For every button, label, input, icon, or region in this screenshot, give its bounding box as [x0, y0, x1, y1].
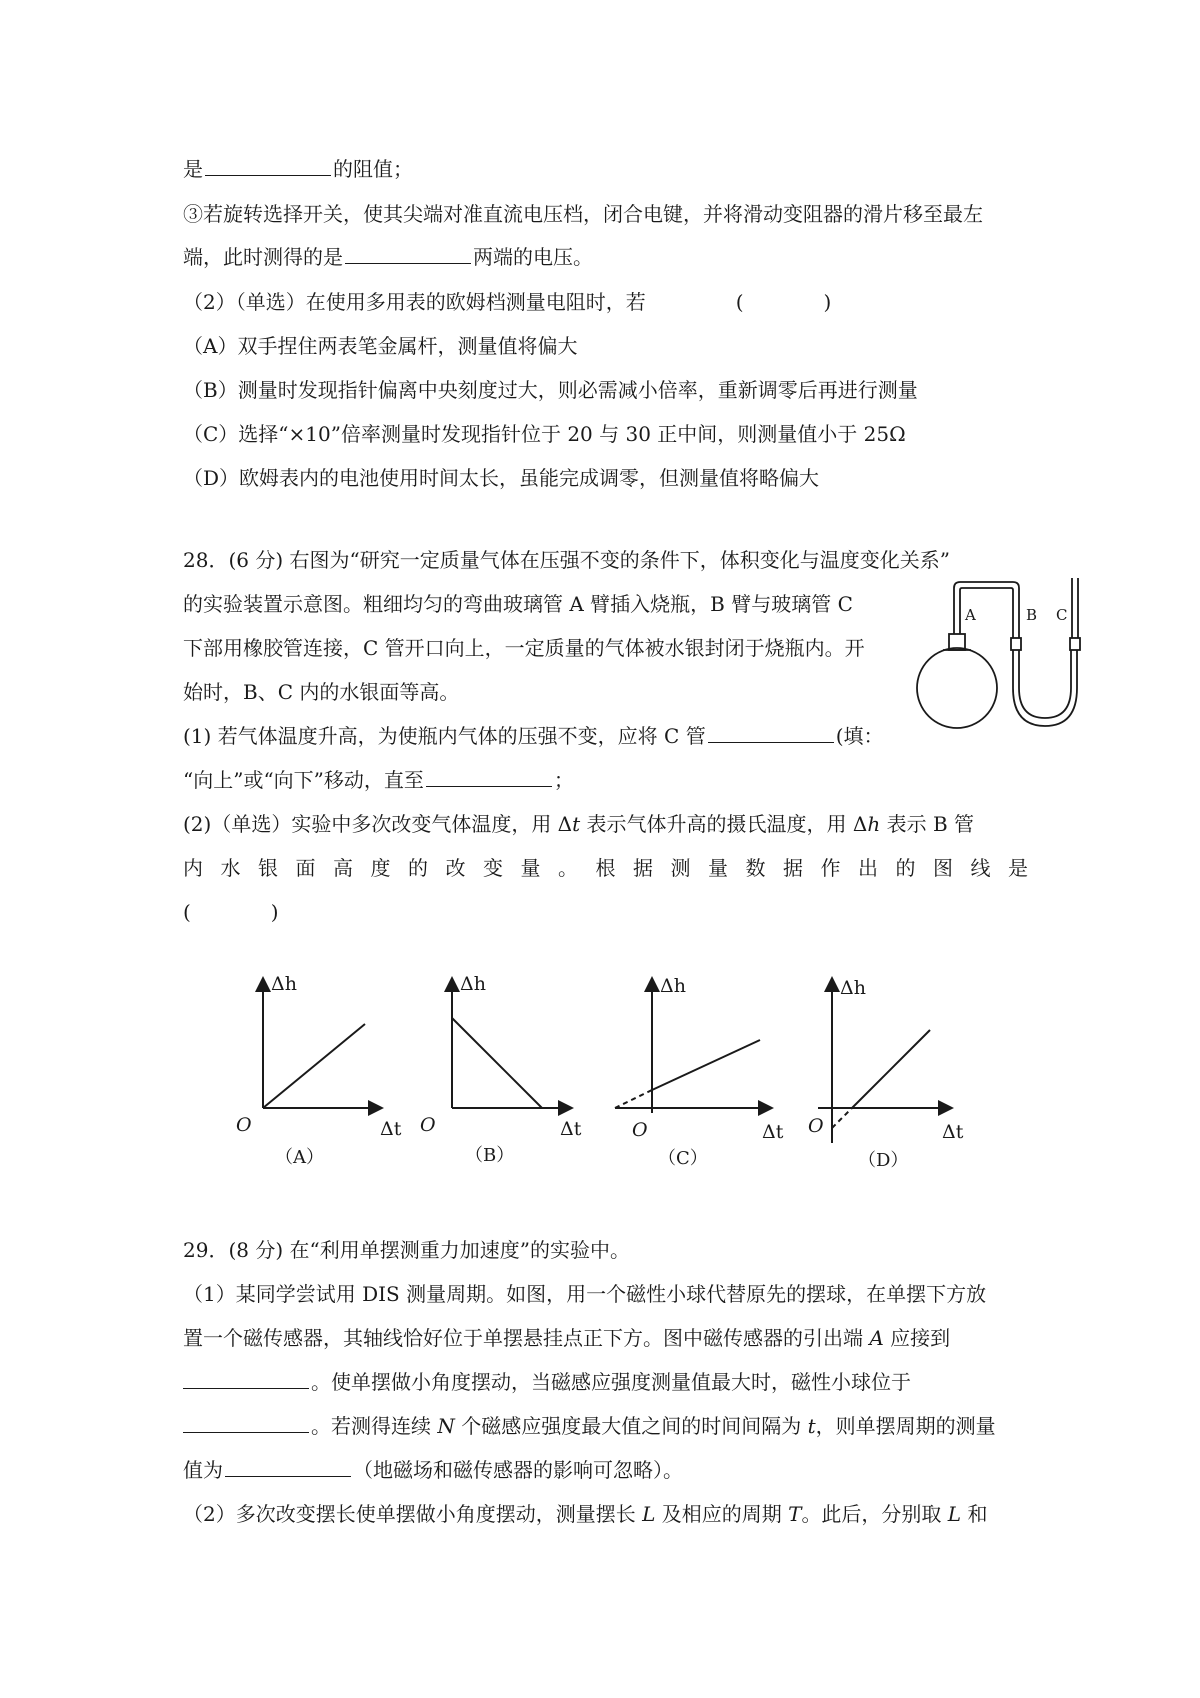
graph-d-line [852, 1030, 930, 1108]
rubber-tube-outer [1013, 650, 1077, 726]
graph-a-caption: （A） [275, 1147, 324, 1168]
graph-b-line [452, 1018, 542, 1108]
answer-blank[interactable] [183, 1368, 309, 1389]
graph-a-y-label: Δh [271, 973, 297, 995]
gas-apparatus-figure [915, 578, 1090, 738]
answer-blank[interactable] [708, 722, 834, 743]
flask-body [917, 648, 997, 728]
label-a: A [965, 606, 976, 624]
answer-paren[interactable]: ( ) [735, 290, 832, 314]
rubber-joint-b [1011, 638, 1021, 650]
q27-line-3: 端，此时测得的是 两端的电压。 [183, 245, 593, 269]
graph-d [818, 980, 950, 1143]
rubber-tube-inner [1019, 650, 1071, 718]
graph-a-line [263, 1024, 365, 1108]
q27-line-2: ③若旋转选择开关，使其尖端对准直流电压档，闭合电键，并将滑动变阻器的滑片移至最左 [183, 202, 983, 226]
graph-b-y-label: Δh [460, 973, 486, 995]
graph-b-caption: （B） [465, 1145, 515, 1166]
q29-line-6: 值为 （地磁场和磁传感器的影响可忽略）。 [183, 1458, 683, 1482]
graph-b-origin: O [420, 1114, 436, 1136]
q28-line-3: 下部用橡胶管连接，C 管开口向上，一定质量的气体被水银封闭于烧瓶内。开 [183, 636, 865, 660]
q29-line-7: （2）多次改变摆长使单摆做小角度摆动，测量摆长 L 及相应的周期 T。此后，分别取 L 和 [183, 1502, 988, 1526]
q27-option-d: （D）欧姆表内的电池使用时间太长，虽能完成调零，但测量值将略偏大 [183, 466, 820, 490]
q28-line-2: 的实验装置示意图。粗细均匀的弯曲玻璃管 A 臂插入烧瓶，B 臂与玻璃管 C [183, 592, 853, 616]
answer-blank[interactable] [426, 766, 552, 787]
graph-c-x-label: Δt [762, 1121, 784, 1143]
graph-d-y-label: Δh [840, 977, 866, 999]
graph-a-origin: O [236, 1114, 252, 1136]
graph-c [615, 980, 770, 1113]
glass-tube-a-outer [954, 582, 1019, 638]
graph-c-extension [615, 1090, 652, 1108]
q28-line-1: 28．(6 分) 右图为“研究一定质量气体在压强不变的条件下，体积变化与温度变化关系” [183, 548, 950, 572]
answer-blank[interactable] [205, 155, 331, 176]
graph-c-caption: （C） [658, 1148, 708, 1168]
graph-a-x-label: Δt [380, 1118, 402, 1140]
q28-sub2: (2)（单选）实验中多次改变气体温度，用 Δt 表示气体升高的摄氏温度，用 Δh 表示 B 管 [183, 812, 975, 836]
answer-blank[interactable] [345, 243, 471, 264]
q28-sub1: (1) 若气体温度升高，为使瓶内气体的压强不变，应将 C 管 (填： [183, 724, 884, 748]
graph-c-y-label: Δh [660, 975, 686, 997]
graph-d-caption: （D） [858, 1150, 909, 1168]
graph-c-origin: O [632, 1119, 648, 1141]
q27-line-1: 是 的阻值； [183, 157, 413, 181]
glass-tube-c [1072, 578, 1078, 638]
graph-d-x-label: Δt [942, 1121, 964, 1143]
graph-options-figure [230, 968, 1020, 1168]
graph-c-line [652, 1040, 760, 1090]
q27-sub2: （2）（单选）在使用多用表的欧姆档测量电阻时，若 ( ) [183, 290, 832, 314]
rubber-joint-c [1070, 638, 1080, 650]
answer-blank[interactable] [225, 1456, 351, 1477]
graph-a [263, 980, 380, 1108]
q27-option-c: （C）选择“×10”倍率测量时发现指针位于 20 与 30 正中间，则测量值小于 25Ω [183, 422, 906, 446]
label-b: B [1026, 606, 1038, 624]
q29-line-5: 。若测得连续 N 个磁感应强度最大值之间的时间间隔为 t，则单摆周期的测量 [183, 1412, 996, 1440]
q29-line-3: 置一个磁传感器，其轴线恰好位于单摆悬挂点正下方。图中磁传感器的引出端 A 应接到 [183, 1326, 951, 1350]
q28-sub1-cont: “向上”或“向下”移动，直至 ； [183, 768, 574, 792]
graph-b [452, 980, 570, 1108]
q29-line-4: 。使单摆做小角度摆动，当磁感应强度测量值最大时，磁性小球位于 [183, 1368, 911, 1396]
q28-line-4: 始时，B、C 内的水银面等高。 [183, 680, 460, 704]
label-c: C [1056, 606, 1068, 624]
answer-blank[interactable] [183, 1412, 309, 1433]
q28-answer-paren[interactable]: ( ) [183, 900, 279, 924]
graph-d-extension [832, 1108, 852, 1128]
q27-option-a: （A）双手捏住两表笔金属杆，测量值将偏大 [183, 334, 578, 358]
q28-sub2-line2: 内 水 银 面 高 度 的 改 变 量 。 根 据 测 量 数 据 作 出 的 图 线 是 [183, 856, 1028, 880]
q27-option-b: （B）测量时发现指针偏离中央刻度过大，则必需减小倍率，重新调零后再进行测量 [183, 378, 918, 402]
graph-d-origin: O [808, 1115, 824, 1137]
graph-b-x-label: Δt [560, 1118, 582, 1140]
q29-line-1: 29．(8 分) 在“利用单摆测重力加速度”的实验中。 [183, 1238, 630, 1262]
q29-line-2: （1）某同学尝试用 DIS 测量周期。如图，用一个磁性小球代替原先的摆球，在单摆下方放 [183, 1282, 987, 1306]
